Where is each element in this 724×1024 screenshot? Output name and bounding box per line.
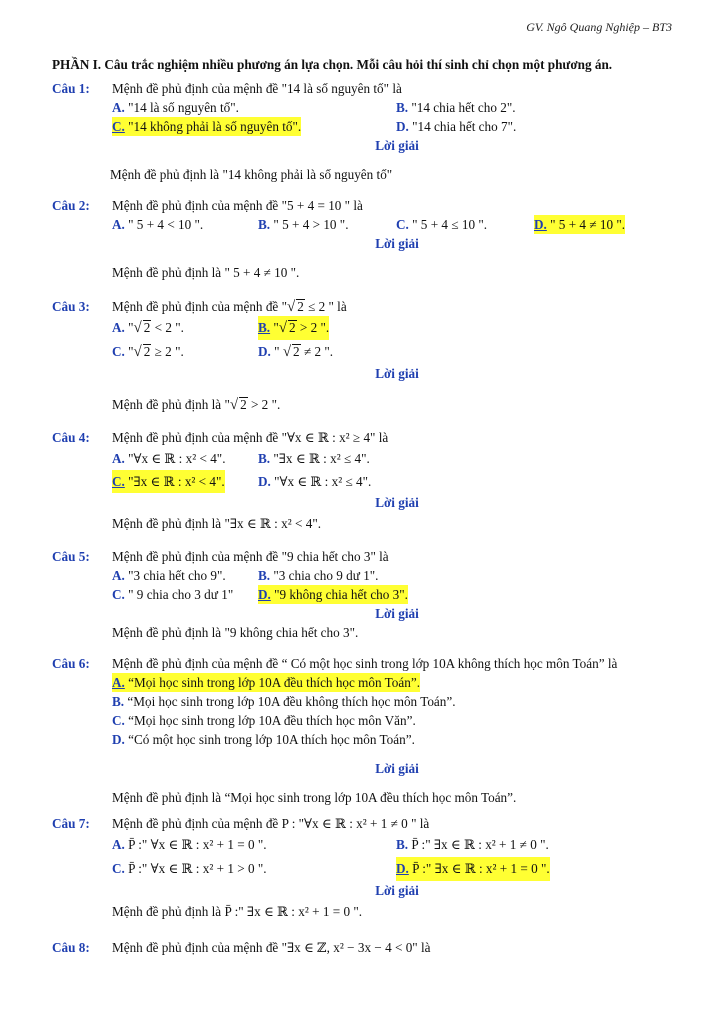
option-b[interactable]: B. P̄ :" ∃x ∈ ℝ : x² + 1 ≠ 0 ". [396, 837, 549, 852]
option-c[interactable]: C. " 5 + 4 ≤ 10 ". [396, 217, 488, 232]
option-b[interactable]: B. “Mọi học sinh trong lớp 10A đều không thích học môn Toán”. [112, 694, 456, 709]
option-d-correct[interactable]: D. "9 không chia hết cho 3". [258, 587, 408, 602]
option-b[interactable]: B. " 5 + 4 > 10 ". [258, 217, 349, 232]
question-stem: Mệnh đề phủ định của mệnh đề "14 là số nguyên tố" là [112, 81, 402, 96]
option-a[interactable]: A. "√ 2 < 2 ". [112, 320, 184, 336]
solution-text: Mệnh đề phủ định là “Mọi học sinh trong lớp 10A đều thích học môn Toán”. [112, 790, 517, 805]
question-label: Câu 2: [52, 198, 90, 213]
option-d[interactable]: D. "∀x ∈ ℝ : x² ≤ 4". [258, 474, 372, 489]
question-stem: Mệnh đề phủ định của mệnh đề "5 + 4 = 10 " là [112, 198, 363, 213]
question-stem: Mệnh đề phủ định của mệnh đề "∃x ∈ ℤ, x² − 3x − 4 < 0" là [112, 940, 431, 955]
solution-text: Mệnh đề phủ định là P̄ :" ∃x ∈ ℝ : x² + 1 = 0 ". [112, 904, 363, 919]
solution-heading: Lời giải [375, 883, 419, 898]
option-c[interactable]: C. "√ 2 ≥ 2 ". [112, 344, 184, 360]
question-stem: Mệnh đề phủ định của mệnh đề P : "∀x ∈ ℝ : x² + 1 ≠ 0 " là [112, 816, 430, 831]
option-a[interactable]: A. "3 chia hết cho 9". [112, 568, 226, 583]
solution-text: Mệnh đề phủ định là "9 không chia hết cho 3". [112, 625, 359, 640]
solution-heading: Lời giải [375, 138, 419, 153]
option-d-correct[interactable]: D. " 5 + 4 ≠ 10 ". [534, 217, 626, 232]
question-6 [52, 654, 682, 807]
solution-heading: Lời giải [375, 366, 419, 381]
question-1 [52, 79, 682, 184]
question-label: Câu 3: [52, 299, 90, 314]
option-b-correct[interactable]: B. "√ 2 > 2 ". [258, 316, 329, 340]
solution-text: Mệnh đề phủ định là " 5 + 4 ≠ 10 ". [112, 265, 300, 280]
solution-heading: Lời giải [375, 606, 419, 621]
option-d[interactable]: D. “Có một học sinh trong lớp 10A thích học môn Toán”. [112, 732, 415, 747]
option-a[interactable]: A. P̄ :" ∀x ∈ ℝ : x² + 1 = 0 ". [112, 837, 267, 852]
option-c[interactable]: C. “Mọi học sinh trong lớp 10A đều thích học môn Văn”. [112, 713, 416, 728]
question-label: Câu 5: [52, 549, 90, 564]
question-2 [52, 196, 682, 282]
question-stem: Mệnh đề phủ định của mệnh đề “ Có một học sinh trong lớp 10A không thích học môn Toán” là [112, 656, 618, 671]
question-5 [52, 547, 682, 642]
option-c-correct[interactable]: C. "∃x ∈ ℝ : x² < 4". [112, 470, 225, 493]
solution-text: Mệnh đề phủ định là "14 không phải là số nguyên tố" [110, 167, 393, 182]
option-c-correct[interactable]: C. "14 không phải là số nguyên tố". [112, 119, 302, 134]
question-3 [52, 297, 682, 417]
option-d-correct[interactable]: D. P̄ :" ∃x ∈ ℝ : x² + 1 = 0 ". [396, 857, 550, 881]
option-d[interactable]: D. "14 chia hết cho 7". [396, 119, 517, 134]
question-label: Câu 4: [52, 430, 90, 445]
question-stem: Mệnh đề phủ định của mệnh đề "√ 2 ≤ 2 " là [112, 299, 347, 315]
solution-text: Mệnh đề phủ định là "√ 2 > 2 ". [112, 397, 281, 413]
option-c[interactable]: C. " 9 chia cho 3 dư 1" [112, 587, 234, 602]
option-a[interactable]: A. " 5 + 4 < 10 ". [112, 217, 204, 232]
solution-heading: Lời giải [375, 236, 419, 251]
question-4 [52, 428, 682, 536]
page-header: GV. Ngô Quang Nghiệp – BT3 [526, 20, 672, 34]
option-b[interactable]: B. "3 chia cho 9 dư 1". [258, 568, 379, 583]
option-b[interactable]: B. "14 chia hết cho 2". [396, 100, 516, 115]
solution-heading: Lời giải [375, 761, 419, 776]
option-b[interactable]: B. "∃x ∈ ℝ : x² ≤ 4". [258, 451, 370, 466]
option-a[interactable]: A. "14 là số nguyên tố". [112, 100, 239, 115]
question-label: Câu 1: [52, 81, 90, 96]
option-c[interactable]: C. P̄ :" ∀x ∈ ℝ : x² + 1 > 0 ". [112, 861, 267, 876]
solution-heading: Lời giải [375, 495, 419, 510]
solution-text: Mệnh đề phủ định là "∃x ∈ ℝ : x² < 4". [112, 516, 321, 531]
question-stem: Mệnh đề phủ định của mệnh đề "9 chia hết cho 3" là [112, 549, 389, 564]
section-title: PHẦN I. Câu trắc nghiệm nhiều phương án lựa chọn. Mỗi câu hỏi thí sinh chỉ chọn một phương án. [52, 57, 613, 72]
question-7 [52, 814, 682, 924]
option-d[interactable]: D. " √ 2 ≠ 2 ". [258, 344, 334, 360]
question-label: Câu 8: [52, 940, 90, 955]
option-a[interactable]: A. "∀x ∈ ℝ : x² < 4". [112, 451, 226, 466]
option-a-correct[interactable]: A. “Mọi học sinh trong lớp 10A đều thích học môn Toán”. [112, 675, 420, 690]
question-8 [52, 938, 682, 957]
question-label: Câu 7: [52, 816, 90, 831]
question-stem: Mệnh đề phủ định của mệnh đề "∀x ∈ ℝ : x² ≥ 4" là [112, 430, 389, 445]
question-label: Câu 6: [52, 656, 90, 671]
